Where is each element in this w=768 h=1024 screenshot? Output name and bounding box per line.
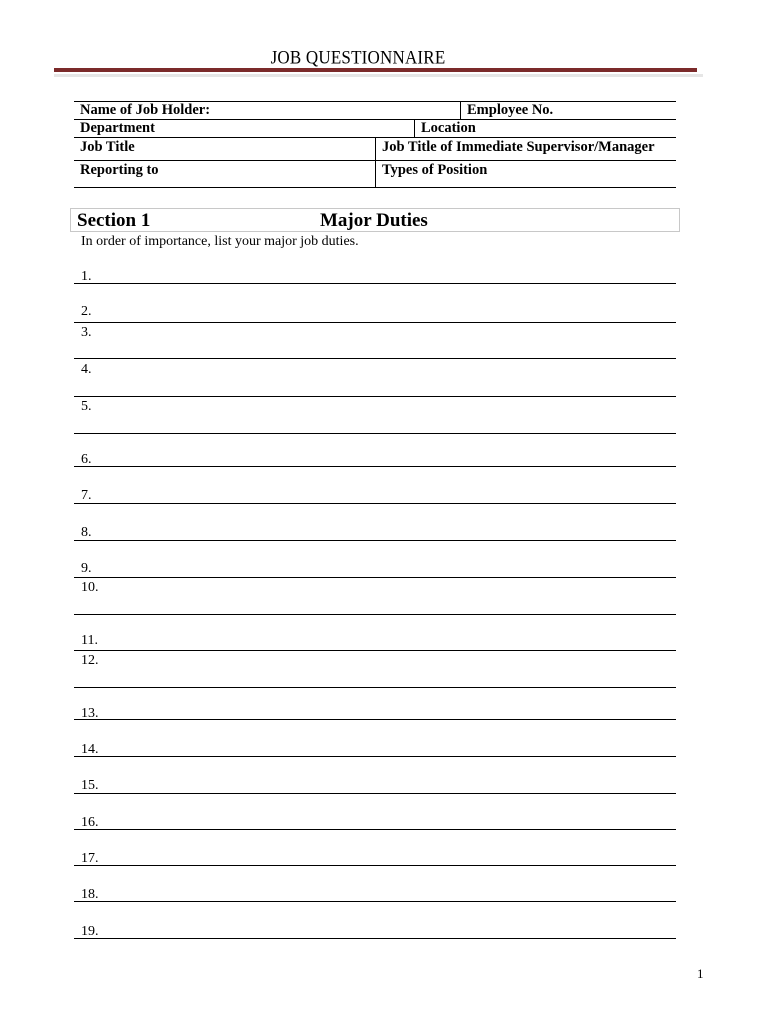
duty-number: 5. [81, 399, 92, 414]
header-rule-shadow [54, 74, 703, 77]
duty-entry-line[interactable] [74, 358, 676, 359]
duty-number: 4. [81, 362, 92, 377]
reporting-to-cell[interactable] [74, 161, 375, 187]
duty-entry-line[interactable] [74, 283, 676, 284]
duty-number: 9. [81, 561, 92, 576]
duty-number: 6. [81, 452, 92, 467]
duty-number: 15. [81, 778, 99, 793]
section-header [70, 208, 680, 232]
page-number: 1 [697, 966, 704, 981]
section-instructions: In order of importance, list your major job duties. [81, 234, 359, 249]
name-of-job-holder-cell[interactable] [74, 102, 460, 119]
job-info-table [74, 101, 676, 188]
duty-entry-line[interactable] [74, 577, 676, 578]
header-rule [54, 68, 697, 72]
reporting-to-label: Reporting to [80, 162, 159, 178]
duty-entry-line[interactable] [74, 865, 676, 866]
duty-number: 7. [81, 488, 92, 503]
duty-number: 17. [81, 851, 99, 866]
duty-number: 18. [81, 887, 99, 902]
section-name: Major Duties [320, 210, 428, 231]
job-title-label: Job Title [80, 139, 135, 155]
types-of-position-label: Types of Position [382, 162, 488, 178]
duty-number: 12. [81, 653, 99, 668]
types-of-position-cell[interactable] [375, 161, 676, 187]
employee-no-cell[interactable] [460, 102, 676, 119]
section-number: Section 1 [77, 210, 151, 231]
location-cell[interactable] [414, 120, 676, 137]
duty-entry-line[interactable] [74, 614, 676, 615]
duty-entry-line[interactable] [74, 650, 676, 651]
duty-entry-line[interactable] [74, 433, 676, 434]
duty-number: 11. [81, 633, 98, 648]
duty-entry-line[interactable] [74, 901, 676, 902]
duty-number: 13. [81, 706, 99, 721]
duty-entry-line[interactable] [74, 322, 676, 323]
duty-entry-line[interactable] [74, 540, 676, 541]
duty-number: 19. [81, 924, 99, 939]
duty-number: 14. [81, 742, 99, 757]
supervisor-job-title-cell[interactable] [375, 138, 676, 160]
document-title: JOB QUESTIONNAIRE [270, 46, 446, 69]
info-row-3 [74, 138, 676, 161]
duty-entry-line[interactable] [74, 793, 676, 794]
duty-number: 1. [81, 269, 92, 284]
duty-entry-line[interactable] [74, 503, 676, 504]
duty-entry-line[interactable] [74, 396, 676, 397]
duty-entry-line[interactable] [74, 829, 676, 830]
department-label: Department [80, 120, 155, 136]
location-label: Location [421, 120, 476, 136]
duty-number: 3. [81, 325, 92, 340]
employee-no-label: Employee No. [467, 102, 554, 118]
duty-entry-line[interactable] [74, 719, 676, 720]
duty-number: 10. [81, 580, 99, 595]
info-row-2 [74, 120, 676, 138]
duty-number: 2. [81, 304, 92, 319]
info-row-4 [74, 161, 676, 188]
supervisor-job-title-label: Job Title of Immediate Supervisor/Manager [382, 139, 655, 155]
name-of-job-holder-label: Name of Job Holder: [80, 102, 211, 118]
department-cell[interactable] [74, 120, 414, 137]
duty-entry-line[interactable] [74, 938, 676, 939]
duty-number: 16. [81, 815, 99, 830]
duty-entry-line[interactable] [74, 687, 676, 688]
info-row-1 [74, 101, 676, 120]
duty-number: 8. [81, 525, 92, 540]
duty-entry-line[interactable] [74, 466, 676, 467]
duty-entry-line[interactable] [74, 756, 676, 757]
job-title-cell[interactable] [74, 138, 375, 160]
